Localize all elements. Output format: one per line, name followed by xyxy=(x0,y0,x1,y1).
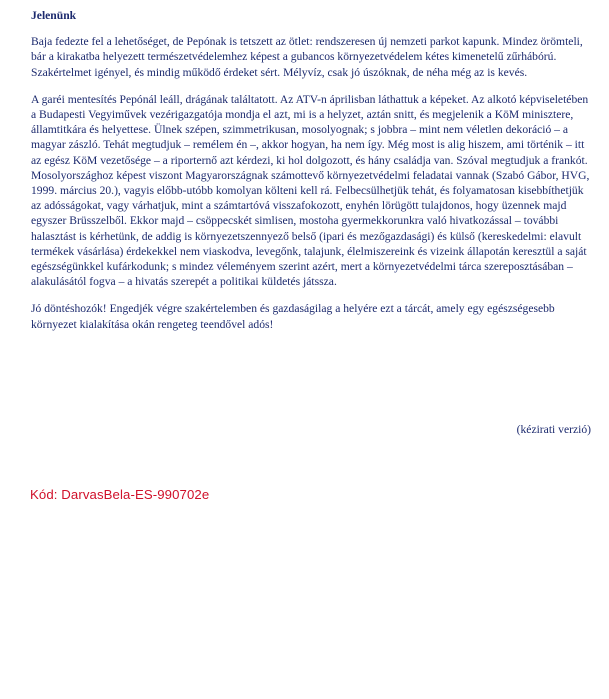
document-code: Kód: DarvasBela-ES-990702e xyxy=(30,487,210,502)
paragraph-1: Baja fedezte fel a lehetőséget, de Pepónak is tetszett az ötlet: rendszeresen új nemzeti parkot kapunk. Mindez örömteli, bár a kirakatba helyezett természetvédelemhez képest a gubancos környezetvédelem kétes kimenetelű zűrhábórú. Szakértelmet igényel, és mindig működő érdeket sért. Mélyvíz, csak jó úszóknak, de néha még az is kevés. xyxy=(31,35,583,79)
paragraph-3: Jó döntéshozók! Engedjék végre szakértelemben és gazdaságilag a helyére ezt a tárcát, amely egy egészségesebb környezet kialakítása okán rengeteg teendővel adós! xyxy=(31,302,555,331)
article-title: Jelenünk xyxy=(31,9,77,22)
paragraph-2: A garéi mentesítés Pepónál leáll, drágának találtatott. Az ATV-n áprilisban láthattuk a képeket. Az alkotó képviseletében a Budapesti Vegyiművek vezérigazgatója mondja el azt, mi is a helyzet, aztán snitt, és megjelenik a KöM minisztere, államtitkára és helyettese. Ülnek szépen, szimmetrikusan, mosolyognak; s jobbra – mint nem véletlen dekoráció – a magyar zászló. Tehát megtudjuk – remélem én –, akkor hogyan, ha nem így. Még most is alig hiszem, ami történik – itt az egész KöM vezetősége – a riporternő azt kérdezi, ki hol dolgozott, és hány családja van. Szóval megtudjuk a frankót. Mosolyországhoz képest viszont Magyarországnak számottevő környezetvédelmi feladatai vannak (Szabó Gábor, HVG, 1999. március 20.), vagyis előbb-utóbb komolyan költeni kell rá. Felbecsülhetjük tehát, és folyamatosan kisebbíthetjük az adósságokat, vagy várhatjuk, mint a számtartóvá visszafokozott, enyhén lörügött tulajdonos, hogy üzennek majd egyszer Brüsszelből. Ekkor majd – csöppecskét simlisen, mostoha gyermekkorunkra való hivatkozással – további halasztást is kérhetünk, de addig is környezetszennyező belső (ipari és mezőgazdasági) és külső (kereskedelmi: elavult termékek vásárlása) érdekekkel nem viaskodva, levegőnk, talajunk, élelmiszereink és vizeink állapotán keresztül a saját egészségünkkel kufárkodunk; s mindez véleményem szerint azért, mert a környezetvédelmi tárca szereposztásában – alakulásától fogva – a hivatás szerepét a politikai küldetés játssza. xyxy=(31,92,590,289)
article-body xyxy=(31,8,594,344)
version-note: (kézirati verzió) xyxy=(516,423,591,436)
